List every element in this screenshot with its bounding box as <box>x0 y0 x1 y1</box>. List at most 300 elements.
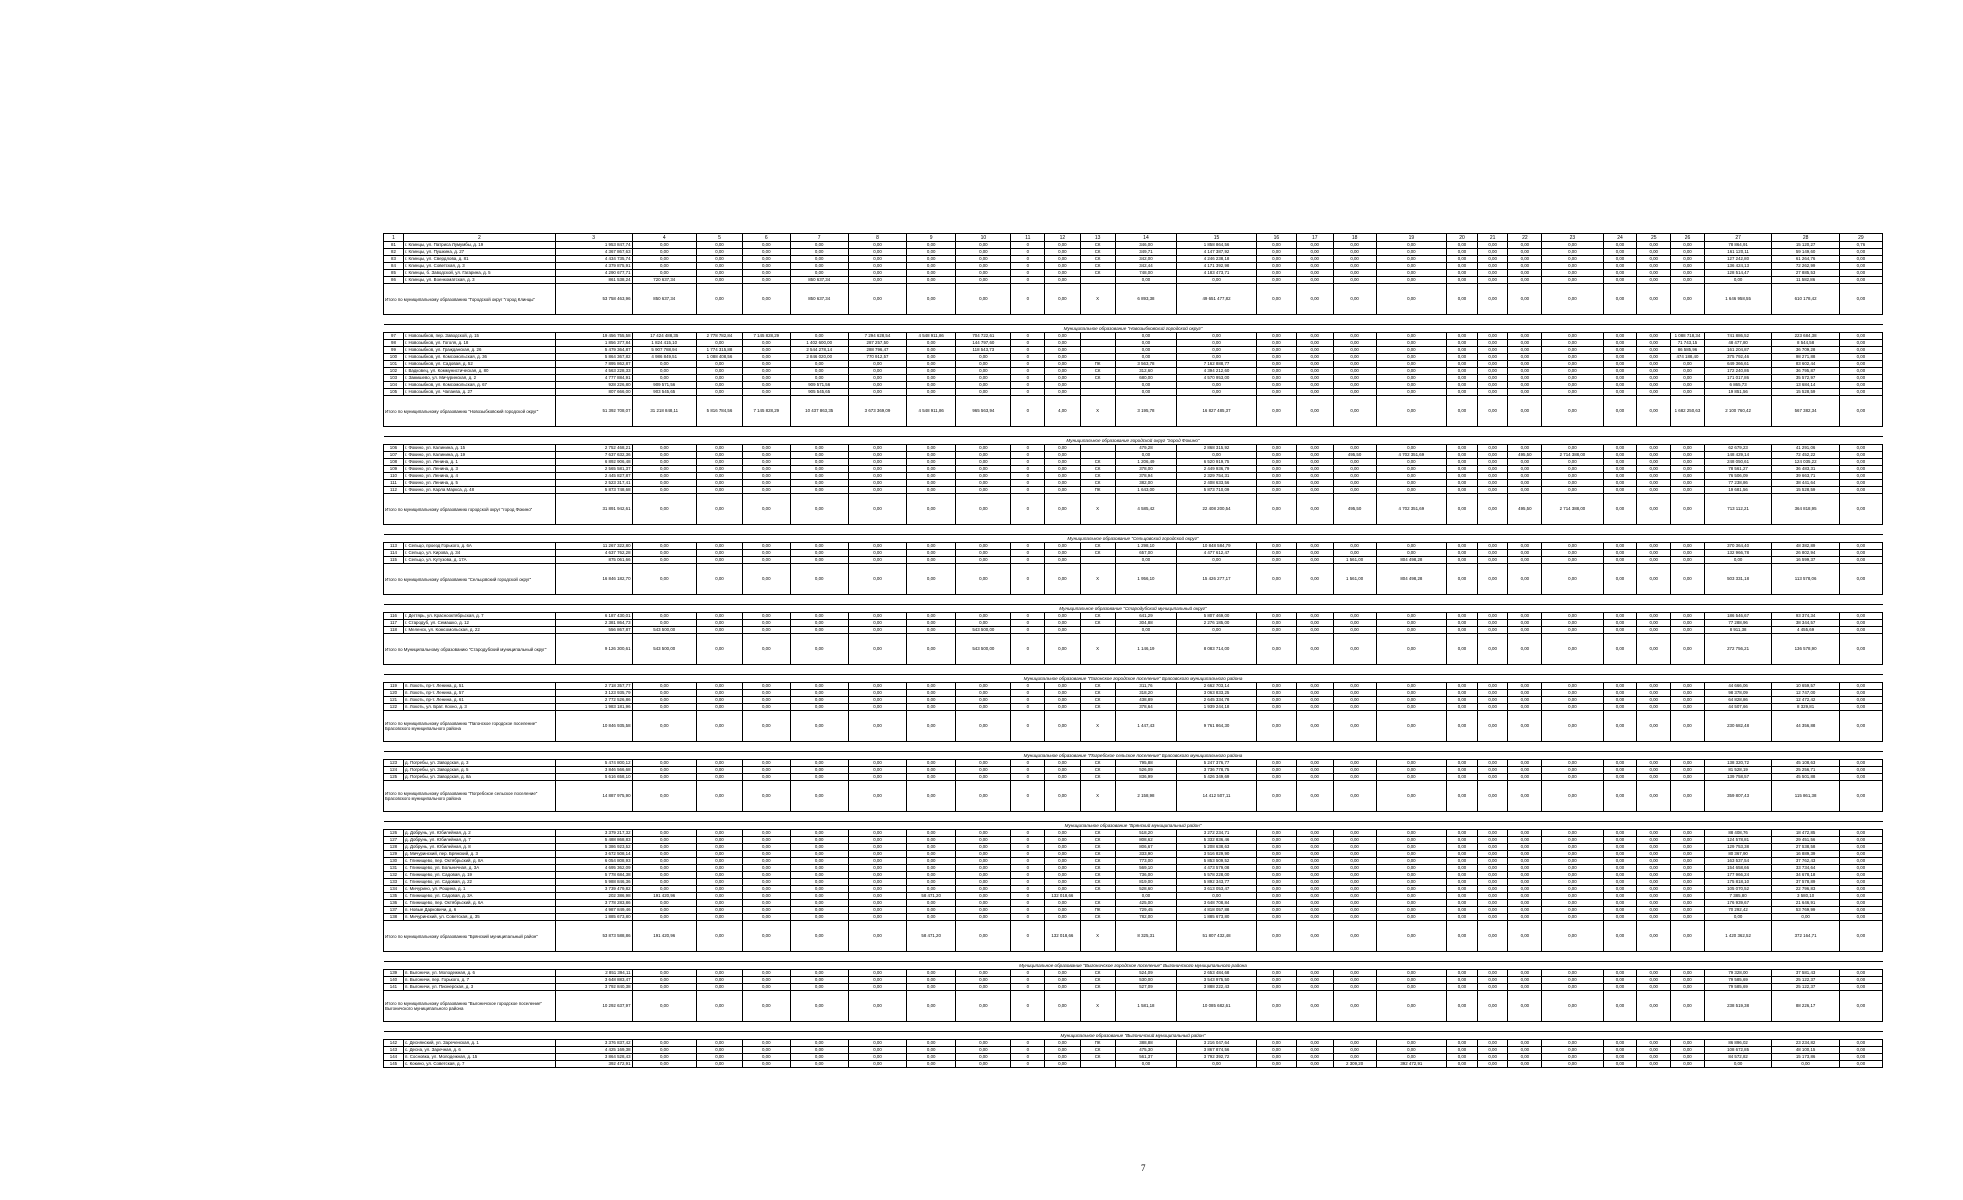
cell-value: 0,00 <box>696 256 742 263</box>
cell-value: 0,00 <box>1477 704 1508 711</box>
subtotal-value: X <box>1080 564 1115 595</box>
cell-value: 10 848 584,79 <box>1177 543 1257 550</box>
cell-value: 0,00 <box>1542 851 1603 858</box>
cell-value: 0,00 <box>848 382 906 389</box>
cell-value: 0,00 <box>1704 557 1772 564</box>
cell-value: 223 684,38 <box>1772 333 1840 340</box>
cell-value: 0,00 <box>1477 879 1508 886</box>
cell-value: 1 298,10 <box>1115 543 1176 550</box>
cell-value: 0,00 <box>848 767 906 774</box>
cell-value: 0,00 <box>1603 844 1637 851</box>
cell-value: 4 637 762,28 <box>555 550 632 557</box>
cell-value: 1 643,00 <box>1115 487 1176 494</box>
cell-value: 0,00 <box>1447 389 1478 396</box>
column-number: 6 <box>742 234 790 242</box>
subtotal-value: 0,00 <box>956 781 1011 812</box>
cell-value: 0,00 <box>1671 473 1705 480</box>
cell-value: 0,00 <box>1671 620 1705 627</box>
row-number: 101 <box>384 361 404 368</box>
cell-value: 0,00 <box>1637 1047 1671 1054</box>
cell-value: 0,00 <box>1839 347 1882 354</box>
cell-value: 0,00 <box>907 368 956 375</box>
column-number: 5 <box>696 234 742 242</box>
subtotal-row <box>384 921 1883 952</box>
subtotal-value: 543 500,00 <box>632 634 696 665</box>
cell-value: 0,00 <box>1542 340 1603 347</box>
column-number: 18 <box>1333 234 1376 242</box>
table-row <box>384 872 1883 879</box>
subtotal-value: 0,00 <box>1508 396 1542 427</box>
subtotal-value: 0,00 <box>1839 711 1882 742</box>
cell-value: 0,00 <box>696 543 742 550</box>
cell-value <box>1080 277 1115 284</box>
cell-value: 0,00 <box>1376 893 1447 900</box>
column-number: 8 <box>848 234 906 242</box>
cell-value: 0,00 <box>790 459 848 466</box>
cell-value: 0,00 <box>790 683 848 690</box>
row-number: 143 <box>384 1047 404 1054</box>
cell-value: 0,00 <box>696 900 742 907</box>
cell-value: 0,00 <box>1256 690 1296 697</box>
subtotal-value: 0 <box>1011 634 1045 665</box>
cell-value: 3 648 883,47 <box>555 977 632 984</box>
cell-value: 0,00 <box>1447 1061 1478 1068</box>
cell-value: 5 479 364,87 <box>555 347 632 354</box>
table-row <box>384 382 1883 389</box>
cell-value: 15 528,59 <box>1772 389 1840 396</box>
subtotal-value: 713 112,21 <box>1704 494 1772 525</box>
cell-value: 48 477,80 <box>1704 340 1772 347</box>
cell-value: 0,00 <box>1671 690 1705 697</box>
house-address: п. Локоть, пр-т. Ленина, д. 57 <box>403 690 555 697</box>
cell-value: 0,00 <box>1508 354 1542 361</box>
subtotal-value: 0,00 <box>696 711 742 742</box>
cell-value: 58 471,20 <box>907 893 956 900</box>
cell-value: 0,00 <box>1508 970 1542 977</box>
cell-value: 0 <box>1011 382 1045 389</box>
subtotal-value: 0,00 <box>1333 634 1376 665</box>
cell-value: 0,00 <box>1839 627 1882 634</box>
cell-value: 3 563,78 <box>1115 361 1176 368</box>
cell-value: 0,00 <box>1477 865 1508 872</box>
table-row <box>384 879 1883 886</box>
cell-value: 0,00 <box>696 914 742 921</box>
table-row <box>384 886 1883 893</box>
cell-value: 0,00 <box>1671 375 1705 382</box>
table-row <box>384 333 1883 340</box>
cell-value: 680,00 <box>1115 375 1176 382</box>
subtotal-value: 6 893,38 <box>1115 284 1176 315</box>
cell-value: 86 896,02 <box>1704 1040 1772 1047</box>
subtotal-value: 0,00 <box>632 711 696 742</box>
cell-value: 0,00 <box>742 620 790 627</box>
subtotal-value: 0,00 <box>1333 396 1376 427</box>
house-address: с. Деснянский, ул. Зареченская, д. 1 <box>403 1040 555 1047</box>
cell-value: 0,00 <box>1671 1061 1705 1068</box>
cell-value: 0,00 <box>1477 354 1508 361</box>
cell-value: 161 120,11 <box>1704 249 1772 256</box>
cell-value: 0,00 <box>848 361 906 368</box>
cell-value: 8 329,81 <box>1772 704 1840 711</box>
subtotal-value: 0,00 <box>1376 991 1447 1022</box>
house-address: г. Новозыбков, ул. Комсомольская, д. 67 <box>403 382 555 389</box>
cell-value: 0,00 <box>956 270 1011 277</box>
table-row <box>384 627 1883 634</box>
cell-value: 0,00 <box>907 557 956 564</box>
cell-value: 0,00 <box>907 620 956 627</box>
cell-value: 0,00 <box>1045 270 1080 277</box>
cell-value: 0,00 <box>632 767 696 774</box>
cell-value: 0,00 <box>956 879 1011 886</box>
cell-value: 0,00 <box>848 473 906 480</box>
cell-value: 0,00 <box>1045 389 1080 396</box>
table-row <box>384 844 1883 851</box>
cell-value: 0,00 <box>1045 340 1080 347</box>
cell-value: 0,00 <box>1376 277 1447 284</box>
cell-value: 0,00 <box>696 872 742 879</box>
cell-value: 0,00 <box>956 851 1011 858</box>
cell-value: 0,00 <box>632 466 696 473</box>
cell-value: 0,00 <box>1045 858 1080 865</box>
cell-value: 0 <box>1011 333 1045 340</box>
cell-value: 0,00 <box>1477 760 1508 767</box>
cell-value: 0,00 <box>1477 697 1508 704</box>
row-number: 105 <box>384 389 404 396</box>
subtotal-value: 0,00 <box>1296 921 1333 952</box>
subtotal-value: 53 873 588,86 <box>555 921 632 952</box>
cell-value: 0,00 <box>1839 886 1882 893</box>
subtotal-value: 0,00 <box>1637 284 1671 315</box>
cell-value: СК <box>1080 459 1115 466</box>
cell-value: 0,00 <box>1447 774 1478 781</box>
cell-value: 0,00 <box>907 914 956 921</box>
cell-value: 0,00 <box>742 354 790 361</box>
cell-value: 0,00 <box>632 865 696 872</box>
cell-value: 0,00 <box>1376 459 1447 466</box>
cell-value: 62 679,23 <box>1704 445 1772 452</box>
cell-value: 0,00 <box>1447 907 1478 914</box>
table-row <box>384 774 1883 781</box>
cell-value: 0,00 <box>1256 550 1296 557</box>
cell-value: СК <box>1080 872 1115 879</box>
cell-value: 0,00 <box>1772 914 1840 921</box>
cell-value: 0,00 <box>1603 858 1637 865</box>
cell-value: 0,00 <box>1296 277 1333 284</box>
cell-value: 0,00 <box>1603 242 1637 249</box>
cell-value: 0 <box>1011 886 1045 893</box>
cell-value: 0,00 <box>1376 984 1447 991</box>
cell-value: 0,00 <box>742 690 790 697</box>
cell-value: 0,00 <box>1542 683 1603 690</box>
cell-value: 0,00 <box>1045 774 1080 781</box>
cell-value: 0,00 <box>1542 1047 1603 1054</box>
cell-value: 0,00 <box>907 907 956 914</box>
row-number: 139 <box>384 970 404 977</box>
cell-value: 41 291,06 <box>1772 445 1840 452</box>
cell-value: 2 309,20 <box>1333 1061 1376 1068</box>
cell-value: СК <box>1080 690 1115 697</box>
cell-value: 0,00 <box>632 361 696 368</box>
cell-value: 72 262,99 <box>1772 263 1840 270</box>
subtotal-value: 0,00 <box>848 991 906 1022</box>
cell-value: 0,00 <box>1045 886 1080 893</box>
municipality-row <box>384 962 1883 970</box>
cell-value: 0,00 <box>1671 683 1705 690</box>
house-address: г. Фокино, ул. Карла Маркса, д. 48 <box>403 487 555 494</box>
cell-value: 0,00 <box>790 1054 848 1061</box>
cell-value: 0,00 <box>1333 774 1376 781</box>
subtotal-value: 0 <box>1011 284 1045 315</box>
cell-value: 0,00 <box>1333 389 1376 396</box>
cell-value: 5 616 658,10 <box>555 774 632 781</box>
cell-value: 0,00 <box>790 893 848 900</box>
cell-value: СК <box>1080 844 1115 851</box>
cell-value: 0,00 <box>790 844 848 851</box>
cell-value: 0,00 <box>1671 480 1705 487</box>
cell-value: СК <box>1080 984 1115 991</box>
spacer-cell <box>384 595 1883 605</box>
subtotal-value: 0,00 <box>1045 781 1080 812</box>
subtotal-value: 0,00 <box>696 284 742 315</box>
cell-value: 0,00 <box>1637 557 1671 564</box>
cell-value: 0 <box>1011 697 1045 704</box>
cell-value: 0,00 <box>696 977 742 984</box>
cell-value: СК <box>1080 879 1115 886</box>
cell-value: 0,00 <box>1603 543 1637 550</box>
cell-value: 0,00 <box>1333 984 1376 991</box>
house-address: с. Мичурино, ул. Рощина, д. 1 <box>403 886 555 893</box>
cell-value: 0,00 <box>1296 613 1333 620</box>
cell-value: 0,00 <box>848 263 906 270</box>
cell-value: 0,00 <box>1115 452 1176 459</box>
cell-value: 0,00 <box>1447 263 1478 270</box>
cell-value: 0,00 <box>1542 375 1603 382</box>
row-number: 86 <box>384 277 404 284</box>
cell-value: 0,00 <box>1333 480 1376 487</box>
cell-value: 0,00 <box>1376 760 1447 767</box>
cell-value: 0,00 <box>1508 242 1542 249</box>
house-address: с. Глинищево, ул. Садовая, д. 22 <box>403 879 555 886</box>
cell-value: 39 663,71 <box>1772 473 1840 480</box>
table-row <box>384 445 1883 452</box>
cell-value: 0 <box>1011 368 1045 375</box>
cell-value: 0,00 <box>1376 914 1447 921</box>
cell-value: 4 394 212,60 <box>1177 368 1257 375</box>
cell-value: 0,00 <box>632 704 696 711</box>
cell-value: 0 <box>1011 256 1045 263</box>
cell-value: 0,00 <box>1671 487 1705 494</box>
cell-value: 4 818 057,88 <box>1177 907 1257 914</box>
cell-value: 0,00 <box>1671 550 1705 557</box>
cell-value: 2 565 581,37 <box>555 466 632 473</box>
subtotal-value: 0,00 <box>790 991 848 1022</box>
table-row <box>384 760 1883 767</box>
subtotal-value: 1 646 958,55 <box>1704 284 1772 315</box>
cell-value: 0,00 <box>956 445 1011 452</box>
subtotal-value: 0,00 <box>907 284 956 315</box>
cell-value: 0,00 <box>632 907 696 914</box>
cell-value: 0,00 <box>848 970 906 977</box>
cell-value: 6 187 430,01 <box>555 613 632 620</box>
cell-value: 0,00 <box>1839 473 1882 480</box>
cell-value: 0,00 <box>632 620 696 627</box>
cell-value: 0,00 <box>907 970 956 977</box>
cell-value: 2 449 936,79 <box>1177 466 1257 473</box>
cell-value: 0,00 <box>632 1061 696 1068</box>
cell-value: 0,00 <box>742 347 790 354</box>
cell-value: 0,00 <box>790 543 848 550</box>
house-address: п. Локоть, ул. Брат. Кохно, д. 3 <box>403 704 555 711</box>
spacer-cell <box>384 1022 1883 1032</box>
subtotal-value: 4 548 911,86 <box>907 396 956 427</box>
cell-value: 0,00 <box>1839 452 1882 459</box>
cell-value: 0,00 <box>1296 683 1333 690</box>
cell-value: 0,00 <box>848 557 906 564</box>
cell-value: 0,00 <box>1839 872 1882 879</box>
cell-value: 0,00 <box>1508 347 1542 354</box>
cell-value: 72 452,22 <box>1772 452 1840 459</box>
table-row <box>384 893 1883 900</box>
cell-value: 0,00 <box>696 844 742 851</box>
cell-value: 1 561,00 <box>1333 557 1376 564</box>
cell-value: 0,00 <box>1637 627 1671 634</box>
cell-value: 0,00 <box>1637 683 1671 690</box>
subtotal-value: 364 818,95 <box>1772 494 1840 525</box>
table-row <box>384 277 1883 284</box>
cell-value: 0,00 <box>1477 886 1508 893</box>
subtotal-value: 0,00 <box>1603 494 1637 525</box>
cell-value: 0,00 <box>1839 683 1882 690</box>
subtotal-value: 0 <box>1011 564 1045 595</box>
spacer-row <box>384 595 1883 605</box>
house-address: с. Глинищево, ул. Садовая, д. 3А <box>403 893 555 900</box>
subtotal-value: 0,00 <box>1333 991 1376 1022</box>
subtotal-value: 4 585,42 <box>1115 494 1176 525</box>
subtotal-value: 7 145 828,29 <box>742 396 790 427</box>
cell-value: 0 <box>1011 270 1045 277</box>
cell-value: 0,00 <box>1045 333 1080 340</box>
cell-value: 0,00 <box>1333 1040 1376 1047</box>
cell-value: 0,00 <box>907 851 956 858</box>
cell-value: 0,00 <box>1376 865 1447 872</box>
cell-value: 76 506,09 <box>1704 473 1772 480</box>
subtotal-row <box>384 494 1883 525</box>
cell-value: 0,00 <box>1447 970 1478 977</box>
subtotal-value: 0,00 <box>1603 284 1637 315</box>
subtotal-value: X <box>1080 634 1115 665</box>
cell-value: 0,00 <box>1508 375 1542 382</box>
table-row <box>384 263 1883 270</box>
cell-value: 0,00 <box>1177 354 1257 361</box>
subtotal-value: 0,00 <box>1045 564 1080 595</box>
row-number: 133 <box>384 879 404 886</box>
subtotal-value: X <box>1080 921 1115 952</box>
subtotal-value: 0,00 <box>1603 781 1637 812</box>
cell-value: 2 329 754,31 <box>1177 473 1257 480</box>
cell-value: 0,00 <box>907 487 956 494</box>
cell-value: 0,00 <box>1542 333 1603 340</box>
cell-value: 0,00 <box>1542 970 1603 977</box>
cell-value: 3 123 935,79 <box>555 690 632 697</box>
subtotal-value: 0 <box>1011 711 1045 742</box>
cell-value: 0,00 <box>848 984 906 991</box>
cell-value: 0,00 <box>1839 382 1882 389</box>
cell-value: 0,00 <box>1115 340 1176 347</box>
cell-value: 0,00 <box>1296 445 1333 452</box>
cell-value: 0,00 <box>1376 1047 1447 1054</box>
subtotal-value: 51 807 432,48 <box>1177 921 1257 952</box>
cell-value: 0,00 <box>956 361 1011 368</box>
cell-value: 0,00 <box>1637 984 1671 991</box>
cell-value: 0,00 <box>790 361 848 368</box>
house-address: д. Добрунь, ул. Юбилейная, д. 8 <box>403 844 555 851</box>
cell-value: 0,00 <box>1256 844 1296 851</box>
house-address: с. Глинищево, ул. Больничная, д. 3А <box>403 865 555 872</box>
cell-value: 5 426 349,69 <box>1177 774 1257 781</box>
row-number: 111 <box>384 480 404 487</box>
cell-value: 0,00 <box>1508 683 1542 690</box>
house-address: п. Выгоничи, ул. Молодежная, д. 6 <box>403 970 555 977</box>
subtotal-value: 132 018,66 <box>1045 921 1080 952</box>
subtotal-value: 0,00 <box>1542 284 1603 315</box>
cell-value: 0,00 <box>790 242 848 249</box>
cell-value: 0,00 <box>956 893 1011 900</box>
cell-value: 0,00 <box>1542 263 1603 270</box>
cell-value: 0,00 <box>696 459 742 466</box>
subtotal-value: 0,00 <box>1637 564 1671 595</box>
cell-value: 12 747,00 <box>1772 690 1840 697</box>
subtotal-row <box>384 781 1883 812</box>
cell-value: 2 662 703,14 <box>1177 683 1257 690</box>
subtotal-value: 0,00 <box>1603 634 1637 665</box>
cell-value: 0,00 <box>1542 277 1603 284</box>
cell-value: 0,00 <box>848 837 906 844</box>
cell-value: 108 672,85 <box>1704 1047 1772 1054</box>
cell-value: 0,00 <box>1839 984 1882 991</box>
cell-value: 0,00 <box>956 704 1011 711</box>
cell-value: 0,00 <box>696 550 742 557</box>
cell-value: 0,00 <box>1603 970 1637 977</box>
cell-value: 0,00 <box>632 697 696 704</box>
cell-value: 0,00 <box>742 550 790 557</box>
subtotal-value: 0,00 <box>1603 921 1637 952</box>
cell-value: 0,00 <box>1477 550 1508 557</box>
subtotal-value: 0,00 <box>1256 921 1296 952</box>
cell-value: 0,00 <box>1045 347 1080 354</box>
table-row <box>384 970 1883 977</box>
cell-value: 0,00 <box>1671 361 1705 368</box>
cell-value: 0,00 <box>1045 375 1080 382</box>
cell-value: 0,00 <box>956 1047 1011 1054</box>
subtotal-value: 0 <box>1011 921 1045 952</box>
cell-value: 0,00 <box>632 368 696 375</box>
cell-value: 129 753,38 <box>1704 844 1772 851</box>
cell-value: 0,00 <box>1477 445 1508 452</box>
cell-value: 0,00 <box>742 270 790 277</box>
table-row <box>384 613 1883 620</box>
cell-value: 0,00 <box>1256 256 1296 263</box>
cell-value: 0,00 <box>956 354 1011 361</box>
subtotal-value: 1 581,18 <box>1115 991 1176 1022</box>
subtotal-value: 4 702 351,69 <box>1376 494 1447 525</box>
cell-value: 0,00 <box>1333 893 1376 900</box>
cell-value: 0,00 <box>790 375 848 382</box>
cell-value: 0,00 <box>1603 879 1637 886</box>
cell-value: 0,00 <box>1045 557 1080 564</box>
subtotal-value: 0,00 <box>742 991 790 1022</box>
subtotal-value: 0,00 <box>790 634 848 665</box>
cell-value: 0,00 <box>1256 1040 1296 1047</box>
